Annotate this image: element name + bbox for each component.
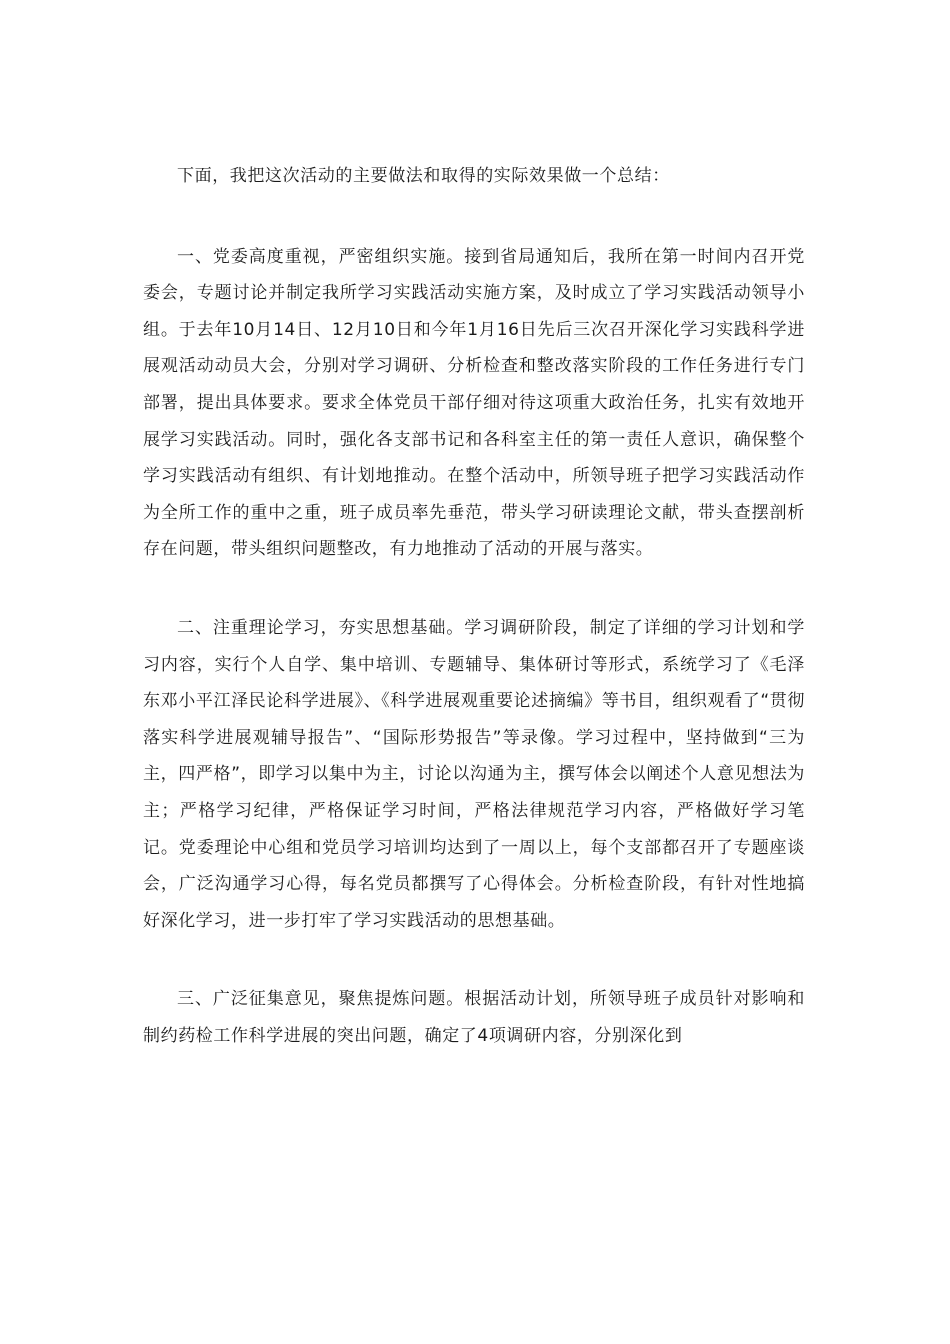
paragraph-section-3: 三、广泛征集意见，聚焦提炼问题。根据活动计划，所领导班子成员针对影响和制约药检工作科学进展的突出问题，确定了4项调研内容，分别深化到 bbox=[143, 989, 805, 1046]
paragraph-section-1: 一、党委高度重视，严密组织实施。接到省局通知后，我所在第一时间内召开党委会，专题讨论并制定我所学习实践活动实施方案，及时成立了学习实践活动领导小组。于去年10月14日、12月10日和今年1月16日先后三次召开深化学习实践科学进展观活动动员大会，分别对学习调研、分析检查和整改落实阶段的工作任务进行专门部署，提出具体要求。要求全体党员干部仔细对待这项重大政治任务，扎实有效地开展学习实践活动。同时，强化各支部书记和各科室主任的第一责任人意识，确保整个学习实践活动有组织、有计划地推动。在整个活动中，所领导班子把学习实践活动作为全所工作的重中之重，班子成员率先垂范，带头学习研读理论文献，带头查摆剖析存在问题，带头组织问题整改，有力地推动了活动的开展与落实。 bbox=[143, 246, 805, 560]
paragraph-section-2: 二、注重理论学习，夯实思想基础。学习调研阶段，制定了详细的学习计划和学习内容，实行个人自学、集中培训、专题辅导、集体研讨等形式，系统学习了《毛泽东邓小平江泽民论科学进展》、《科学进展观重要论述摘编》等书目，组织观看了“贯彻落实科学进展观辅导报告”、“国际形势报告”等录像。学习过程中，坚持做到“三为主，四严格”，即学习以集中为主，讨论以沟通为主，撰写体会以阐述个人意见想法为主；严格学习纪律，严格保证学习时间，严格法律规范学习内容，严格做好学习笔记。党委理论中心组和党员学习培训均达到了一周以上，每个支部都召开了专题座谈会，广泛沟通学习心得，每名党员都撰写了心得体会。分析检查阶段，有针对性地搞好深化学习，进一步打牢了学习实践活动的思想基础。 bbox=[143, 617, 805, 931]
paragraph-intro: 下面，我把这次活动的主要做法和取得的实际效果做一个总结： bbox=[177, 166, 670, 186]
document-body bbox=[143, 158, 805, 1096]
